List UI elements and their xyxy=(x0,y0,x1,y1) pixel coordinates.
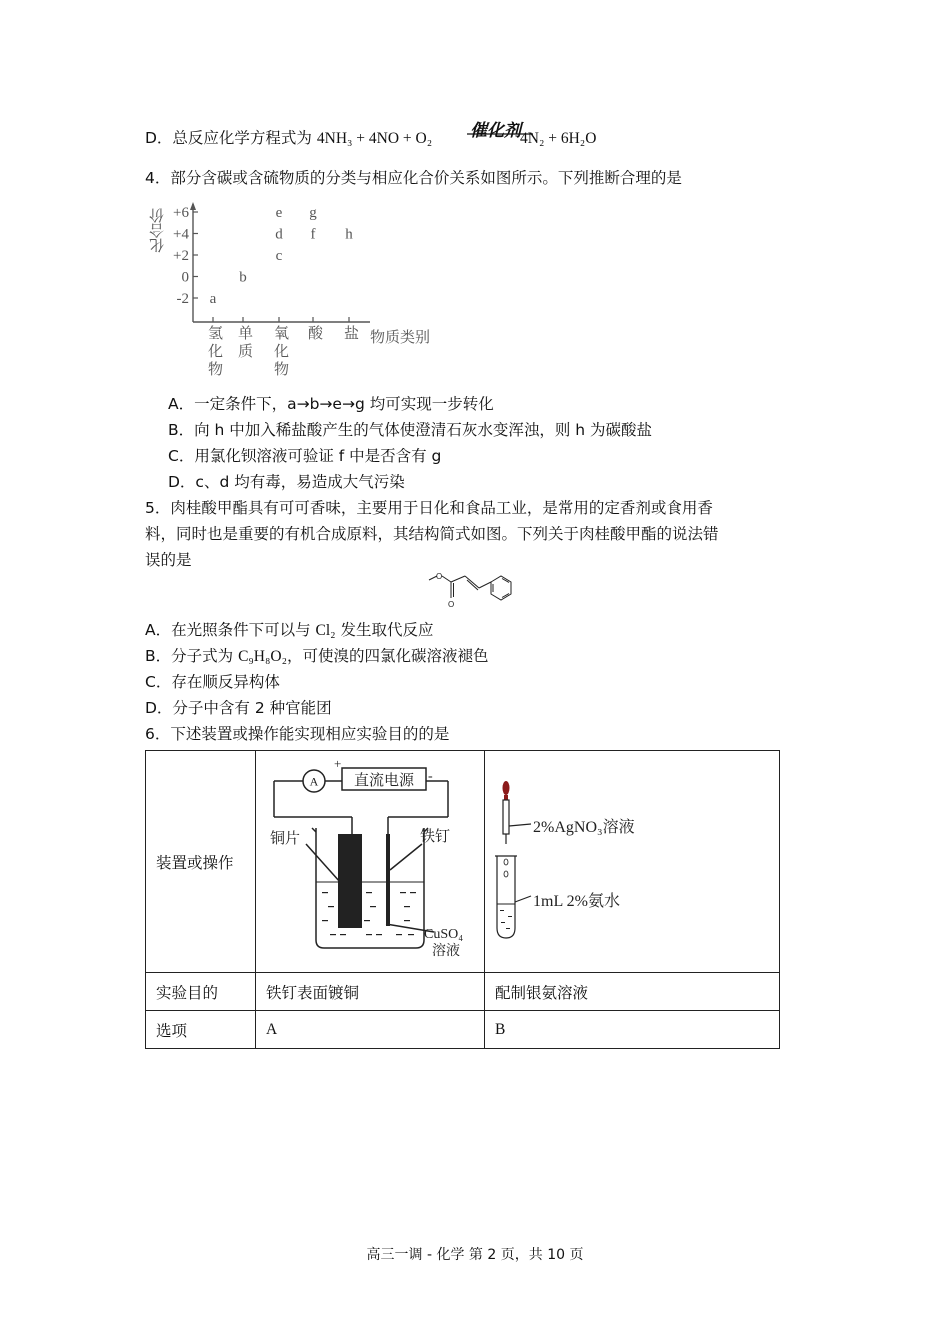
power-supply-label: 直流电源 xyxy=(353,772,415,789)
y-tick-label: +2 xyxy=(173,248,189,264)
point-c: c xyxy=(275,248,283,264)
x-category-label: 单质 xyxy=(236,325,252,361)
ester-oxygen-label: O xyxy=(436,572,443,581)
valence-chart xyxy=(145,198,465,393)
q5-a-suffix: 发生取代反应 xyxy=(335,621,434,639)
q5-stem-line2: 料，同时也是重要的有机合成原料，其结构简式如图。下列关于肉桂酸甲酯的说法错 xyxy=(145,525,719,543)
table-row xyxy=(146,751,780,973)
ammeter-label: A xyxy=(309,774,319,788)
copper-label: 铜片 xyxy=(270,830,301,847)
point-h: h xyxy=(345,226,353,243)
q5-option-d: D．分子中含有 2 种官能团 xyxy=(145,699,332,717)
q5-a-formula: Cl₂ xyxy=(315,622,336,639)
y-tick-label: +4 xyxy=(173,226,189,243)
y-tick-label: 0 xyxy=(181,269,189,286)
q4-option-c: C．用氯化钡溶液可验证 f 中是否含有 g xyxy=(168,447,442,465)
q5-b-prefix: B．分子式为 xyxy=(145,647,239,665)
q4-option-a: A．一定条件下，a→b→e→g 均可实现一步转化 xyxy=(168,395,494,413)
carbonyl-oxygen-label: O xyxy=(448,600,455,609)
apparatus-a-cell xyxy=(256,751,485,973)
chart-ylabel: 化合价 xyxy=(150,208,166,253)
point-b: b xyxy=(239,269,247,286)
x-category-label: 氧化物 xyxy=(272,325,288,379)
q5-stem-line3: 误的是 xyxy=(145,551,192,569)
x-category-label: 酸 xyxy=(306,325,322,343)
chart-xlabel: 物质类别 xyxy=(370,330,431,346)
reaction-arrow xyxy=(465,112,537,146)
q5-b-formula: C₉H₈O₂ xyxy=(238,648,287,665)
q6-stem: 6．下述装置或操作能实现相应实验目的的是 xyxy=(145,725,450,743)
y-tick-label: +6 xyxy=(173,205,189,221)
point-d: d xyxy=(275,226,283,243)
q6-table xyxy=(145,750,780,1049)
y-tick-label: -2 xyxy=(176,291,189,307)
nail-label: 铁钉 xyxy=(420,828,451,845)
q4-option-d: D．c、d 均有毒，易造成大气污染 xyxy=(168,473,405,491)
row-header-purpose: 实验目的 xyxy=(146,973,256,1011)
ammonia-label: 1mL 2%氨水 xyxy=(533,892,620,910)
q5-stem-line1: 5．肉桂酸甲酯具有可可香味，主要用于日化和食品工业，是常用的定香剂或食用香 xyxy=(145,499,713,517)
solution-label: CuSO₄ xyxy=(424,926,464,942)
table-row xyxy=(146,973,780,1011)
apparatus-b-cell xyxy=(485,751,780,973)
table-row xyxy=(146,1011,780,1049)
q5-b-suffix: ，可使溴的四氯化碳溶液褪色 xyxy=(287,647,489,665)
silver-ammonia-apparatus xyxy=(485,752,779,972)
q5-option-b xyxy=(145,646,489,667)
point-g: g xyxy=(309,205,317,221)
page-footer: 高三一调 - 化学 第 2 页，共 10 页 xyxy=(366,1247,584,1263)
q3-d-prefix: D．总反应化学方程式为 xyxy=(145,129,317,147)
y-axis-arrow xyxy=(190,202,196,210)
purpose-b: 配制银氨溶液 xyxy=(485,973,780,1011)
row-header-apparatus: 装置或操作 xyxy=(146,751,256,973)
methyl-cinnamate-structure xyxy=(425,566,525,616)
point-e: e xyxy=(275,205,283,221)
option-b: B xyxy=(485,1011,780,1049)
negative-sign: - xyxy=(428,768,433,784)
point-f: f xyxy=(310,226,316,243)
x-category-label: 盐 xyxy=(342,325,358,343)
positive-sign: + xyxy=(334,755,342,771)
electroplating-apparatus xyxy=(256,752,484,972)
row-header-option: 选项 xyxy=(146,1011,256,1049)
catalyst-label: 催化剂 xyxy=(470,121,521,141)
q5-a-prefix: A．在光照条件下可以与 xyxy=(145,621,316,639)
x-category-label: 氢化物 xyxy=(206,325,222,379)
agno3-label: 2%AgNO₃溶液 xyxy=(533,818,635,836)
point-a: a xyxy=(209,291,217,307)
option-a: A xyxy=(256,1011,485,1049)
q3-equation-right: 4N₂ + 6H₂O xyxy=(520,130,597,147)
q5-option-a xyxy=(145,620,434,641)
q3-equation-left: 4NH₃ + 4NO + O₂ xyxy=(316,130,433,147)
q4-option-b: B．向 h 中加入稀盐酸产生的气体使澄清石灰水变浑浊，则 h 为碳酸盐 xyxy=(168,421,652,439)
q5-option-c: C．存在顺反异构体 xyxy=(145,673,280,691)
purpose-a: 铁钉表面镀铜 xyxy=(256,973,485,1011)
solution-label-2: 溶液 xyxy=(432,943,460,959)
q4-stem: 4．部分含碳或含硫物质的分类与相应化合价关系如图所示。下列推断合理的是 xyxy=(145,169,682,187)
